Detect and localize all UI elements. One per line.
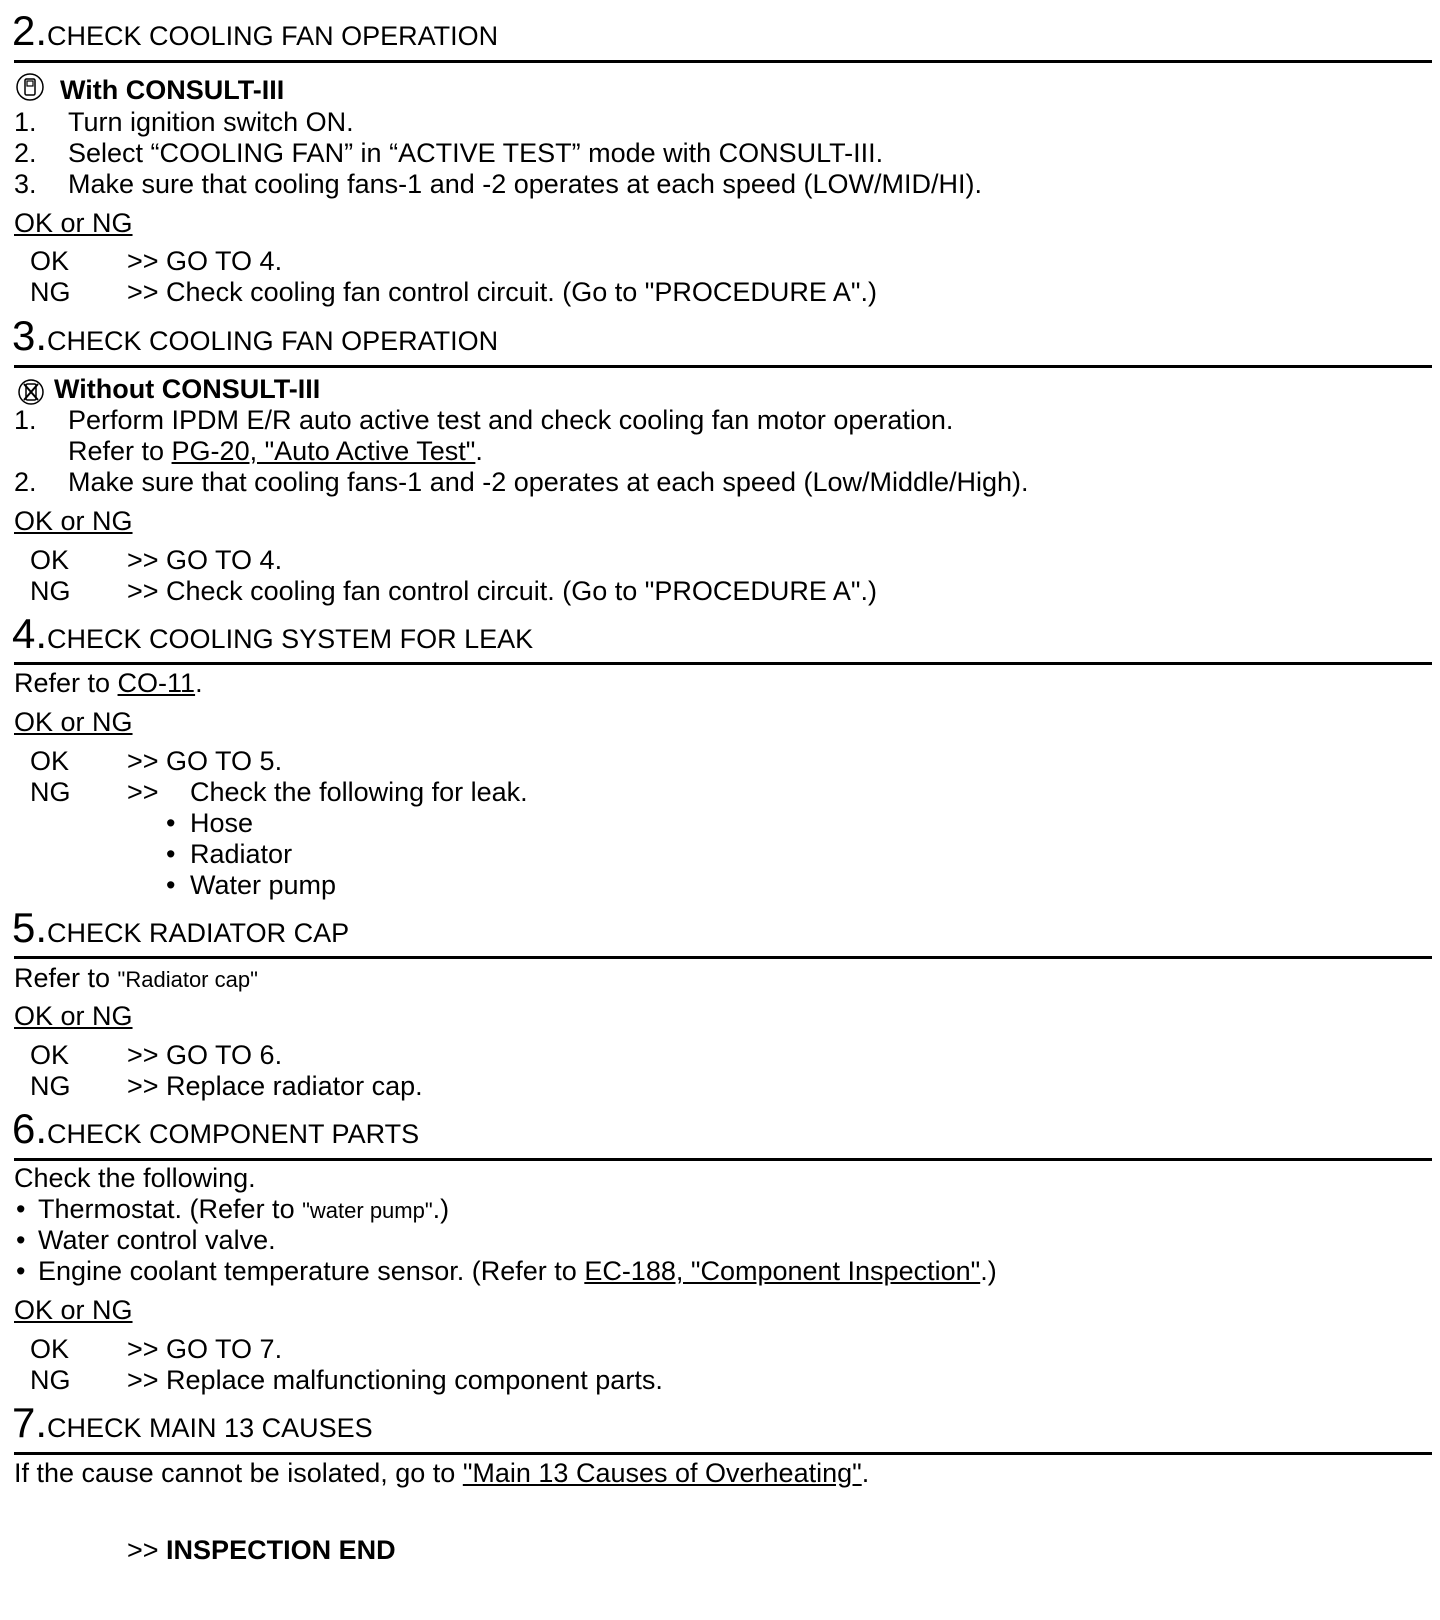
ok-or-ng-label: OK or NG [14,1001,133,1031]
list-item: 2. [14,138,37,168]
main-13-causes-link[interactable]: "Main 13 Causes of Overheating" [462,1458,862,1488]
section-divider [14,956,1432,959]
intro-text: Check the following. [14,1163,256,1193]
refer-target: "water pump" [302,1198,433,1223]
ng-label: NG [30,1365,71,1395]
inspection-end: >> INSPECTION END [127,1535,396,1565]
ok-label: OK [30,246,70,276]
step-title: CHECK RADIATOR CAP [47,918,350,948]
ok-action: >> GO TO 7. [127,1334,283,1364]
bullet: • [16,1225,26,1255]
refer-line: Refer to CO-11. [14,668,203,698]
ng-label: NG [30,777,71,807]
bullet: • [166,808,176,838]
ok-label: OK [30,1334,70,1364]
step-title: CHECK COOLING FAN OPERATION [47,21,499,51]
step-title: CHECK COMPONENT PARTS [47,1119,420,1149]
ok-action: >> GO TO 6. [127,1040,283,1070]
refer-line: Refer to PG-20, "Auto Active Test". [68,436,483,466]
ok-label: OK [30,746,70,776]
step-title: CHECK COOLING FAN OPERATION [47,326,499,356]
ok-or-ng-label: OK or NG [14,707,133,737]
step-title: CHECK COOLING SYSTEM FOR LEAK [47,624,534,654]
ng-action: Check the following for leak. [190,777,528,807]
ng-action: >> Replace radiator cap. [127,1071,423,1101]
bullet: • [166,839,176,869]
ng-label: NG [30,277,71,307]
pg-20-link[interactable]: PG-20, "Auto Active Test" [171,436,476,466]
ok-action: >> GO TO 5. [127,746,283,776]
ok-or-ng-label: OK or NG [14,506,133,536]
ng-action: >> Check cooling fan control circuit. (Go to "PROCEDURE A".) [127,576,877,606]
list-item: 3. [14,169,37,199]
list-item-number: 1. [14,405,37,435]
step-number: 3. [12,312,48,359]
section-divider [14,1452,1432,1455]
section-divider [14,662,1432,665]
step-number: 5. [12,904,48,951]
list-item: 1. [14,107,37,137]
step-title: CHECK MAIN 13 CAUSES [47,1413,373,1443]
ec-188-link[interactable]: EC-188, "Component Inspection" [584,1256,981,1286]
list-item: Hose [190,808,254,838]
list-item: Water control valve. [38,1225,276,1255]
ng-action: >> Check cooling fan control circuit. (Go to "PROCEDURE A".) [127,277,877,307]
body-text: If the cause cannot be isolated, go to "Main 13 Causes of Overheating". [14,1458,870,1488]
mode-label: Without CONSULT-III [54,374,321,404]
ng-label: NG [30,1071,71,1101]
list-item-text: Make sure that cooling fans-1 and -2 operates at each speed (LOW/MID/HI). [68,169,982,199]
co-11-link[interactable]: CO-11 [117,668,196,698]
step-number: 6. [12,1105,48,1152]
bullet: • [16,1256,26,1286]
consult-device-icon [14,72,46,102]
step2-heading [12,7,499,54]
ok-label: OK [30,1040,70,1070]
step3-heading [12,312,499,359]
list-item-text: Turn ignition switch ON. [68,107,354,137]
step6-heading [12,1105,420,1152]
step5-heading [12,904,350,951]
list-item: Thermostat. (Refer to "water pump".) [38,1194,450,1224]
section-divider [14,365,1432,368]
list-item-text: Select “COOLING FAN” in “ACTIVE TEST” mode with CONSULT-III. [68,138,884,168]
ok-action: >> GO TO 4. [127,545,283,575]
step-number: 4. [12,610,48,657]
step-number: 7. [12,1399,48,1446]
section-divider [14,60,1432,63]
list-item: Water pump [190,870,337,900]
list-item-text: Make sure that cooling fans-1 and -2 operates at each speed (Low/Middle/High). [68,467,1029,497]
bullet: • [166,870,176,900]
ok-label: OK [30,545,70,575]
mode-label: With CONSULT-III [60,75,285,105]
step4-heading [12,610,534,657]
refer-line: Refer to "Radiator cap" [14,963,258,993]
ng-action: >> Replace malfunctioning component parts. [127,1365,663,1395]
ng-label: NG [30,576,71,606]
bullet: • [16,1194,26,1224]
step7-heading [12,1399,373,1446]
ng-arrow: >> [127,777,159,807]
ok-or-ng-label: OK or NG [14,1295,133,1325]
refer-target: "Radiator cap" [117,967,258,992]
list-item: Radiator [190,839,293,869]
step-number: 2. [12,7,48,54]
ok-action: >> GO TO 4. [127,246,283,276]
no-consult-icon [16,378,46,406]
ok-or-ng-label: OK or NG [14,208,133,238]
section-divider [14,1158,1432,1161]
list-item-number: 2. [14,467,37,497]
list-item-text: Perform IPDM E/R auto active test and check cooling fan motor operation. [68,405,954,435]
list-item: Engine coolant temperature sensor. (Refer to EC-188, "Component Inspection".) [38,1256,997,1286]
